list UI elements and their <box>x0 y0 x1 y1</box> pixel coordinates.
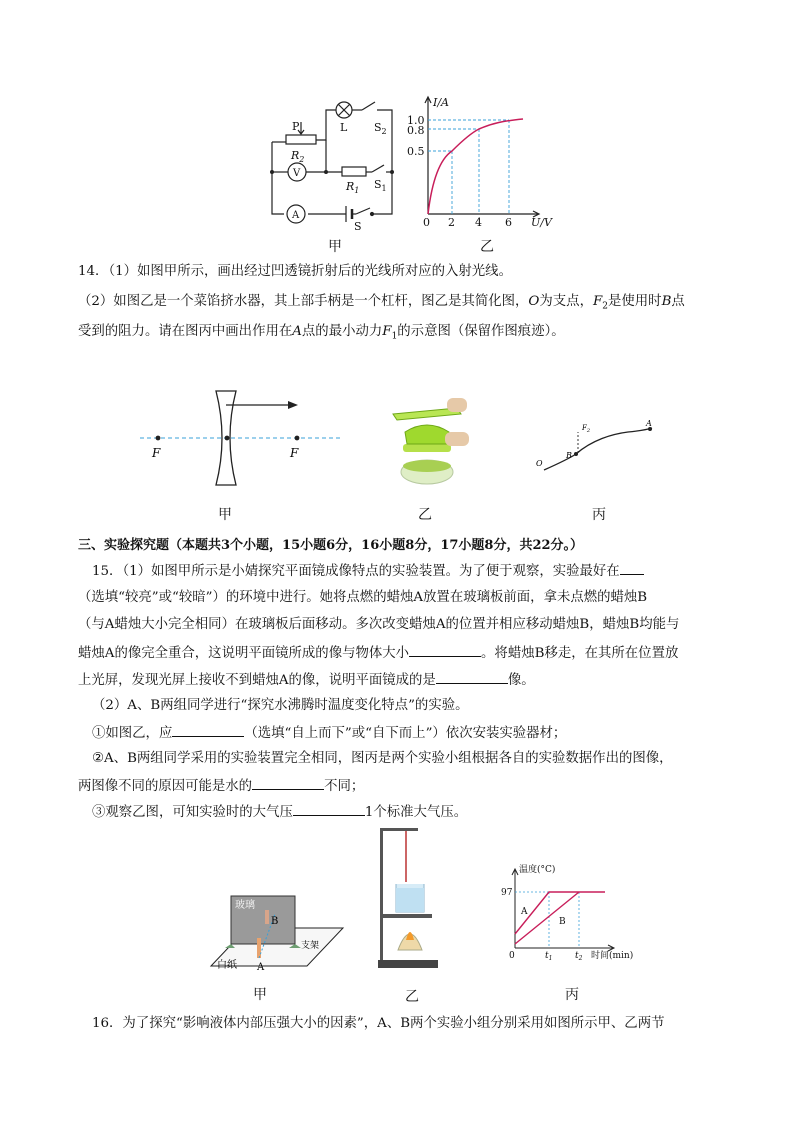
circuit-label-r1: R <box>346 180 355 193</box>
svg-text:F2: $F_2$ <box>582 424 591 434</box>
answer-blank <box>252 775 324 790</box>
q15-line4: 蜡烛A的像完全重合，这说明平面镜所成的像与物体大小 。将蜡烛B移走，在其所在位置放 <box>78 642 678 664</box>
q15-line10: ③观察乙图，可知实验时的大气压 1个标准大气压。 <box>92 801 467 823</box>
graph-origin: 0 <box>509 951 515 961</box>
q15-line2: （选填“较亮”或“较暗”）的环境中进行。她将点燃的蜡烛A放置在玻璃板前面，拿未点燃的蜡烛B <box>78 590 648 605</box>
lever-label-b: B <box>566 451 572 460</box>
label-stand: 支架 <box>301 941 320 951</box>
q15-line6: （2）A、B两组同学进行“探究水沸腾时温度变化特点”的实验。 <box>92 698 469 713</box>
caption-jia: 甲 <box>218 507 232 523</box>
caption-yi: 乙 <box>418 507 432 523</box>
graph-x-tick: 6 <box>505 216 512 229</box>
ray-arrow-icon <box>288 401 298 409</box>
q14-line1: 14．（1）如图甲所示，画出经过凹透镜折射后的光线所对应的入射光线。 <box>78 264 512 279</box>
svg-text:t1: $t_1$ <box>545 951 553 962</box>
caption-bing: 丙 <box>565 987 579 1003</box>
graph-x-tick-t2: t <box>575 951 579 961</box>
graph-y-label: I/A <box>433 96 449 109</box>
voltmeter-label: V <box>293 168 301 179</box>
svg-text:R2: $R_2$ <box>291 149 305 164</box>
ammeter-label: A <box>292 210 300 221</box>
svg-text:t2: $t_2$ <box>575 951 583 962</box>
label-b: B <box>271 916 279 927</box>
q14-line2: （2）如图乙是一个菜馅挤水器，其上部手柄是一个杠杆，图乙是其简化图，O为支点，$F_2$是使用时B点 <box>78 294 685 312</box>
concave-lens-diagram <box>140 385 350 485</box>
graph-y-tick: 0.5 <box>407 145 425 158</box>
graph-y-tick: 1.0 <box>407 114 425 127</box>
lever-label-a: A <box>646 419 652 428</box>
caption-jia: 甲 <box>328 239 342 255</box>
lever-label-o: O <box>536 459 543 468</box>
q15-line3: （与A蜡烛大小完全相同）在玻璃板后面移动。多次改变蜡烛A的位置并相应移动蜡烛B，蜡烛B均能与 <box>78 617 680 632</box>
caption-yi: 乙 <box>480 239 494 255</box>
caption-bing: 丙 <box>592 507 606 523</box>
graph-y-tick: 97 <box>501 888 513 898</box>
q16-line1: 16．为了探究“影响液体内部压强大小的因素”，A、B两个实验小组分别采用如图所示甲、乙两节 <box>92 1016 665 1031</box>
graph-x-tick: 2 <box>448 216 455 229</box>
plane-mirror-setup <box>205 888 350 978</box>
circuit-label-s2: S <box>374 121 382 134</box>
answer-blank <box>409 642 481 657</box>
answer-blank <box>436 669 508 684</box>
series-label-a: A <box>521 907 528 917</box>
answer-blank <box>172 722 244 737</box>
label-white-paper: 白纸 <box>217 960 237 971</box>
circuit-label-s1: S <box>374 178 382 191</box>
graph-x-tick-t1: t <box>545 951 549 961</box>
vegetable-squeezer-image <box>385 392 475 488</box>
section-heading: 三、实验探究题（本题共3个小题，15小题6分，16小题8分，17小题8分，共22分。） <box>78 538 584 553</box>
answer-blank <box>293 801 365 816</box>
iu-graph <box>403 92 553 227</box>
lever-label-f2: F <box>582 424 587 432</box>
lens-focus-right: F <box>290 446 299 460</box>
graph-x-tick: 0 <box>423 216 430 229</box>
circuit-label-s: S <box>354 220 362 233</box>
q14-line3: 受到的阻力。请在图丙中画出作用在A点的最小动力$F_1$的示意图（保留作图痕迹）。 <box>78 324 565 342</box>
lever-diagram <box>532 418 672 478</box>
label-glass: 玻璃 <box>235 900 255 911</box>
label-a: A <box>257 962 265 973</box>
graph-y-tick: 0.8 <box>407 124 425 137</box>
circuit-diagram <box>262 96 402 236</box>
temperature-time-graph <box>501 864 645 962</box>
answer-blank <box>620 560 644 575</box>
graph-x-label: U/V <box>531 216 552 229</box>
q15-line5: 上光屏，发现光屏上接收不到蜡烛A的像，说明平面镜成的是 像。 <box>78 669 535 691</box>
svg-text:R1: $R_1$ <box>346 180 360 195</box>
svg-text:S2: $S_2$ <box>374 121 387 136</box>
graph-x-tick: 4 <box>475 216 482 229</box>
boiling-apparatus <box>368 822 448 970</box>
svg-text:S1: $S_1$ <box>374 178 387 193</box>
graph-x-label: 时间(min) <box>591 951 634 961</box>
circuit-label-p: P <box>292 120 300 133</box>
q15-line9: 两图像不同的原因可能是水的 不同； <box>78 775 364 797</box>
circuit-label-r2: R <box>291 149 300 162</box>
q15-line7: ①如图乙，应 （选填“自上而下”或“自下而上”）依次安装实验器材； <box>92 722 566 744</box>
circuit-label-l: L <box>340 121 348 134</box>
q15-line1: 15．（1）如图甲所示是小婧探究平面镜成像特点的实验装置。为了便于观察，实验最好在 <box>92 560 644 582</box>
lens-focus-left: F <box>152 446 161 460</box>
q15-line8: ②A、B两组同学采用的实验装置完全相同，图丙是两个实验小组根据各自的实验数据作出的图像， <box>92 751 673 766</box>
caption-yi: 乙 <box>405 989 419 1005</box>
series-label-b: B <box>559 917 566 927</box>
caption-jia: 甲 <box>253 987 267 1003</box>
graph-y-label: 温度(°C) <box>519 865 556 875</box>
